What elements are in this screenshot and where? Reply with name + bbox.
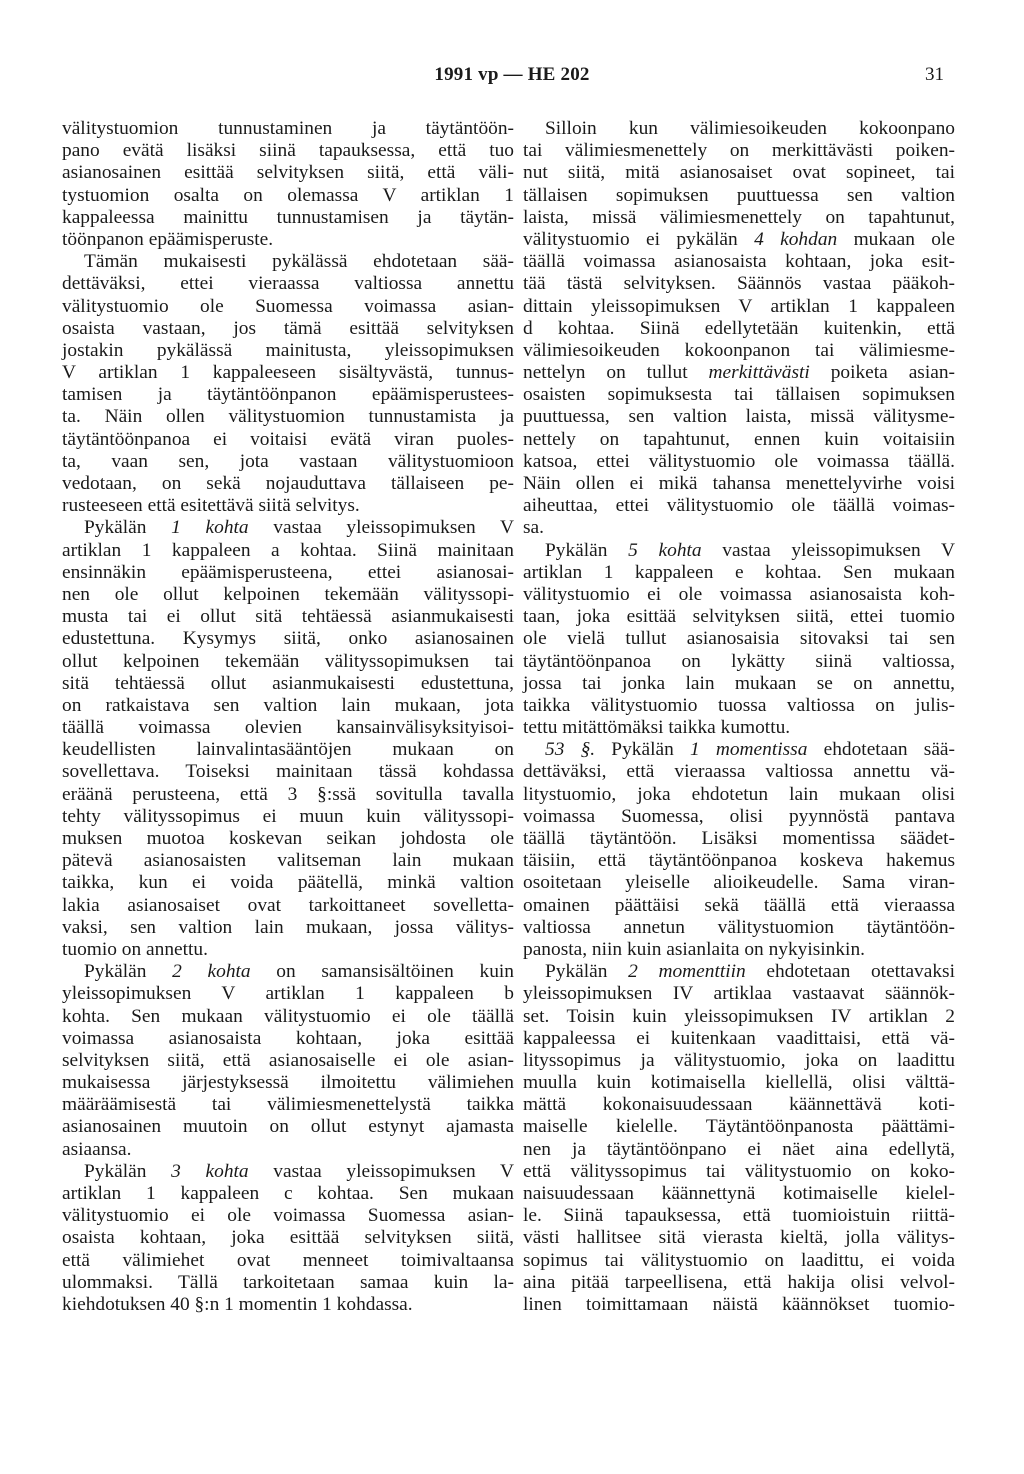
text-line: Silloin kun välimiesoikeuden kokoonpano [545,118,955,139]
page-number: 31 [925,64,944,85]
text-line: tai välimiesmenettely on merkittävästi poiken- [523,140,955,162]
text-line: laista, missä välimiesmenettely on tapahtunut, [523,206,955,228]
text-segment: nettelyn on tullut [523,362,709,384]
text-line: dettäväksi, ettei vieraassa valtiossa annettu [62,273,514,295]
text-line: artiklan 1 kappaleen c kohtaa. Sen mukaan [62,1183,514,1204]
text-line: musta tai ei ollut sitä tehtäessä asianmukaisesti [62,606,514,628]
text-line: le. Siinä tapauksessa, että tuomioistuin riittä- [523,1205,955,1227]
text-line: maiselle kielelle. Täytäntöönpanosta päättämi- [523,1116,955,1138]
italic-reference: 53 §. [545,739,596,761]
text-line: selvityksen siitä, että asianosaiselle ei ole asian- [62,1049,514,1071]
text-line: eräänä perusteena, että 3 §:ssä sovitulla tavalla [62,783,514,805]
italic-reference: merkittävästi [708,362,810,384]
text-line: tettu mitättömäksi taikka kumottu. [523,717,791,739]
text-segment: mukaan ole [837,228,955,250]
text-line: linen toimittamaan näistä käännökset tuomio- [523,1293,955,1315]
text-line: täällä täytäntöön. Lisäksi momentissa säädet- [523,828,955,849]
text-line: kappaleessa ei kuitenkaan vaadittaisi, että vä- [523,1027,955,1049]
text-line: artiklan 1 kappaleen a kohtaa. Siinä mainitaan [62,539,514,561]
text-line: taikka, kun ei voida päätellä, minkä valtion [62,872,514,894]
text-line: täällä voimassa asianosaista kohtaan, joka esit- [523,251,955,273]
text-line [62,961,514,983]
text-line: nen ole ollut kelpoinen tekemään välityssopi- [62,583,514,605]
text-line: asiaansa. [62,1138,132,1160]
text-line: kappaleessa mainittu tunnustamisen ja täytän- [62,206,514,228]
text-segment: Pykälän [595,739,690,761]
text-line: ensinnäkin epäämisperusteena, ettei asianosai- [62,561,514,583]
text-segment: Pykälän [84,517,172,539]
text-line: muksen muotoa koskevan seikan johdosta ole [62,828,514,849]
text-line: yleissopimuksen V artiklan 1 kappaleen b [62,983,514,1005]
text-line: täytäntöönpanoa ei voitaisi evätä viran puoles- [62,428,514,450]
text-line: osaista kohtaan, joka esittää selvityksen siitä, [62,1227,514,1249]
text-segment: Pykälän [84,961,173,983]
text-line [523,739,955,761]
text-line: on ratkaistava sen valtion lain mukaan, jota [62,694,514,716]
text-segment: Pykälän [84,1160,172,1182]
text-line: Tämän mukaisesti pykälässä ehdotetaan sää- [84,251,514,273]
text-line: aina pitää tarpeellisena, että hakija olisi velvol- [523,1271,955,1293]
text-line: jossa tai jonka lain mukaan se on annettu, [523,672,955,694]
text-line: yleissopimuksen IV artiklaa vastaavat säännök- [523,983,955,1005]
text-line: pätevä asianosaisten valitseman lain mukaan [62,850,514,872]
right-column [523,118,955,1316]
text-segment: välitystuomio ei pykälän [523,228,755,250]
text-line: tää tästä selvityksen. Säännös vastaa pääkoh- [523,273,955,295]
text-line: että välityssopimus tai välitystuomio on koko- [523,1160,955,1182]
text-line: kohta. Sen mukaan välitystuomio ei ole täällä [62,1005,514,1027]
text-segment: vastaa yleissopimuksen V [701,539,955,561]
text-segment: on samansisältöinen kuin [250,961,515,983]
text-line: välitystuomio ole Suomessa voimassa asian- [62,295,514,317]
text-line: mättä kokonaisuudessaan käännettävä koti- [523,1094,955,1116]
text-line: Näin ollen ei mikä tahansa menettelyvirhe voisi [523,473,955,494]
text-line: nut siitä, mitä asianosaiset ovat sopineet, tai [523,162,955,184]
text-line: ollut kelpoinen tekemään välityssopimuksen tai [62,650,514,672]
text-line: V artiklan 1 kappaleeseen sisältyvästä, tunnus- [62,362,514,384]
text-line: määräämisestä tai välimiesmenettelystä taikka [62,1094,514,1116]
italic-reference: 2 momenttiin [628,961,746,983]
italic-reference: 3 kohta [171,1160,249,1182]
text-line: töönpanon epäämisperuste. [62,228,274,250]
text-segment: Pykälän [545,961,629,983]
text-line: dittain yleissopimuksen V artiklan 1 kappaleen [523,295,955,317]
text-line: sovellettava. Toiseksi mainitaan tässä kohdassa [62,761,514,783]
text-line: vaksi, sen valtion lain mukaan, jossa välitys- [62,916,514,938]
text-line: ta. Näin ollen välitystuomion tunnustamista ja [62,406,514,428]
text-line: omainen päättäisi sekä täällä että vieraassa [523,894,955,916]
text-line: vedotaan, on sekä nojauduttava tällaiseen pe- [62,473,514,494]
text-line: tamisen ja täytäntöönpanon epäämisperustees- [62,384,514,406]
text-line: katsoa, ettei välitystuomio ole voimassa täällä. [523,450,955,472]
text-segment: ehdotetaan sää- [807,739,955,761]
text-line: välitystuomio ei ole voimassa Suomessa asian- [62,1205,514,1227]
text-segment: vastaa yleissopimuksen V [248,517,514,539]
text-line: valtiossa annetun välitystuomion täytäntöön- [523,916,955,938]
text-line: tuomio on annettu. [62,938,208,960]
text-line: välitystuomion tunnustaminen ja täytäntöön- [62,118,514,139]
text-line: aiheuttaa, ettei välitystuomio ole täällä voimas- [523,495,955,517]
text-line: artiklan 1 kappaleen e kohtaa. Sen mukaan [523,561,955,583]
running-head: 1991 vp — HE 202 [434,64,590,85]
text-line: nen ja täytäntöönpano ei näet aina edellytä, [523,1138,955,1160]
text-line: että välimiehet ovat menneet toimivaltaansa [62,1249,514,1271]
text-line [523,362,955,384]
text-line: osaisten sopimuksesta tai tällaisen sopimuksen [523,384,955,406]
text-line: sitä tehtäessä ollut asianmukaisesti edustettuna, [62,672,514,694]
text-line: lakia asianosaiset ovat tarkoittaneet sovelletta- [62,894,514,916]
text-line [523,961,955,983]
text-line: ulommaksi. Tällä tarkoitetaan samaa kuin la- [62,1271,514,1293]
left-column [62,118,514,1316]
text-line: kiehdotuksen 40 §:n 1 momentin 1 kohdassa. [62,1293,413,1315]
text-line: keudellisten lainvalintasääntöjen mukaan on [62,739,514,761]
text-line: naisuudessaan käännettynä kotimaiselle kielel- [523,1183,955,1204]
text-line: täällä voimassa olevien kansainvälisyksityisoi- [62,717,514,739]
italic-reference: 1 momentissa [689,739,808,761]
text-line: pano evätä lisäksi siinä tapauksessa, että tuo [62,140,514,162]
text-line: sopimus tai välitystuomio on laadittu, ei voida [523,1249,955,1271]
text-line: puuttuessa, sen valtion laista, missä välitysme- [523,406,955,428]
text-segment: vastaa yleissopimuksen V [248,1160,514,1182]
italic-reference: 5 kohta [628,539,702,561]
text-line: mukaisessa järjestyksessä ilmoitettu välimiehen [62,1072,514,1094]
text-line: asianosainen esittää selvityksen siitä, että väli- [62,162,514,184]
text-line: tehty välityssopimus ei muun kuin välityssopi- [62,805,514,827]
text-line: set. Toisin kuin yleissopimuksen IV artiklan 2 [523,1005,955,1027]
text-line: ta, vaan sen, jota vastaan välitystuomioon [62,450,514,472]
text-line [523,229,955,251]
italic-reference: 1 kohta [171,517,249,539]
text-line [523,540,955,562]
text-line: täisiin, että täytäntöönpanoa koskeva hakemus [523,850,955,872]
text-line: panosta, niin kuin asianlaita on nykyisinkin. [523,938,865,960]
text-line [62,1161,514,1183]
text-line: taikka välitystuomio tuossa valtiossa on julis- [523,694,955,716]
text-line: nettely on tapahtunut, ennen kuin voitaisiin [523,428,955,450]
text-line: d kohtaa. Siinä edellytetään kuitenkin, että [523,317,955,339]
text-line: muulla kuin kotimaisella kiellellä, olisi välttä- [523,1072,955,1094]
text-line: taan, joka esittää selvityksen siitä, ettei tuomio [523,606,955,628]
text-line: asianosainen muutoin on ollut estynyt ajamasta [62,1116,514,1138]
text-line: sa. [523,517,545,539]
text-line: tällaisen sopimuksen puuttuessa sen valtion [523,184,955,206]
text-line [62,517,514,539]
text-line: voimassa asianosaista kohtaan, joka esittää [62,1027,514,1049]
text-line: ole vielä tullut asianosaisia sitovaksi tai sen [523,628,955,650]
text-line: dettäväksi, että vieraassa valtiossa annettu vä- [523,761,955,783]
text-line: västi hallitsee sitä vierasta kieltä, jolla välitys- [523,1227,955,1249]
text-segment: poiketa asian- [809,362,955,384]
italic-reference: 2 kohta [172,961,251,983]
text-line: välimiesoikeuden kokoonpanon tai välimiesme- [523,339,955,361]
text-line: osoitetaan yleiselle alioikeudelle. Sama viran- [523,872,955,894]
text-line: edustettuna. Kysymys siitä, onko asianosainen [62,628,514,650]
text-line: välitystuomio ei ole voimassa asianosaista koh- [523,583,955,605]
text-line: osaista vastaan, jos tämä esittää selvityksen [62,317,514,339]
text-segment: Pykälän [545,539,629,561]
text-line: lityssopimus ja välitystuomio, joka on laadittu [523,1049,955,1071]
text-line: litystuomio, joka ehdotetun lain mukaan olisi [523,783,955,805]
text-segment: ehdotetaan otettavaksi [745,961,955,983]
text-line: rusteeseen että esitettävä siitä selvitys. [62,495,360,517]
text-line: voimassa Suomessa, olisi pyynnöstä pantava [523,805,955,827]
text-line: tystuomion osalta on olemassa V artiklan 1 [62,184,514,206]
text-line: täytäntöönpanoa on lykätty siinä valtiossa, [523,650,955,672]
italic-reference: 4 kohdan [754,228,838,250]
text-line: jostakin pykälässä mainitusta, yleissopimuksen [62,339,514,361]
